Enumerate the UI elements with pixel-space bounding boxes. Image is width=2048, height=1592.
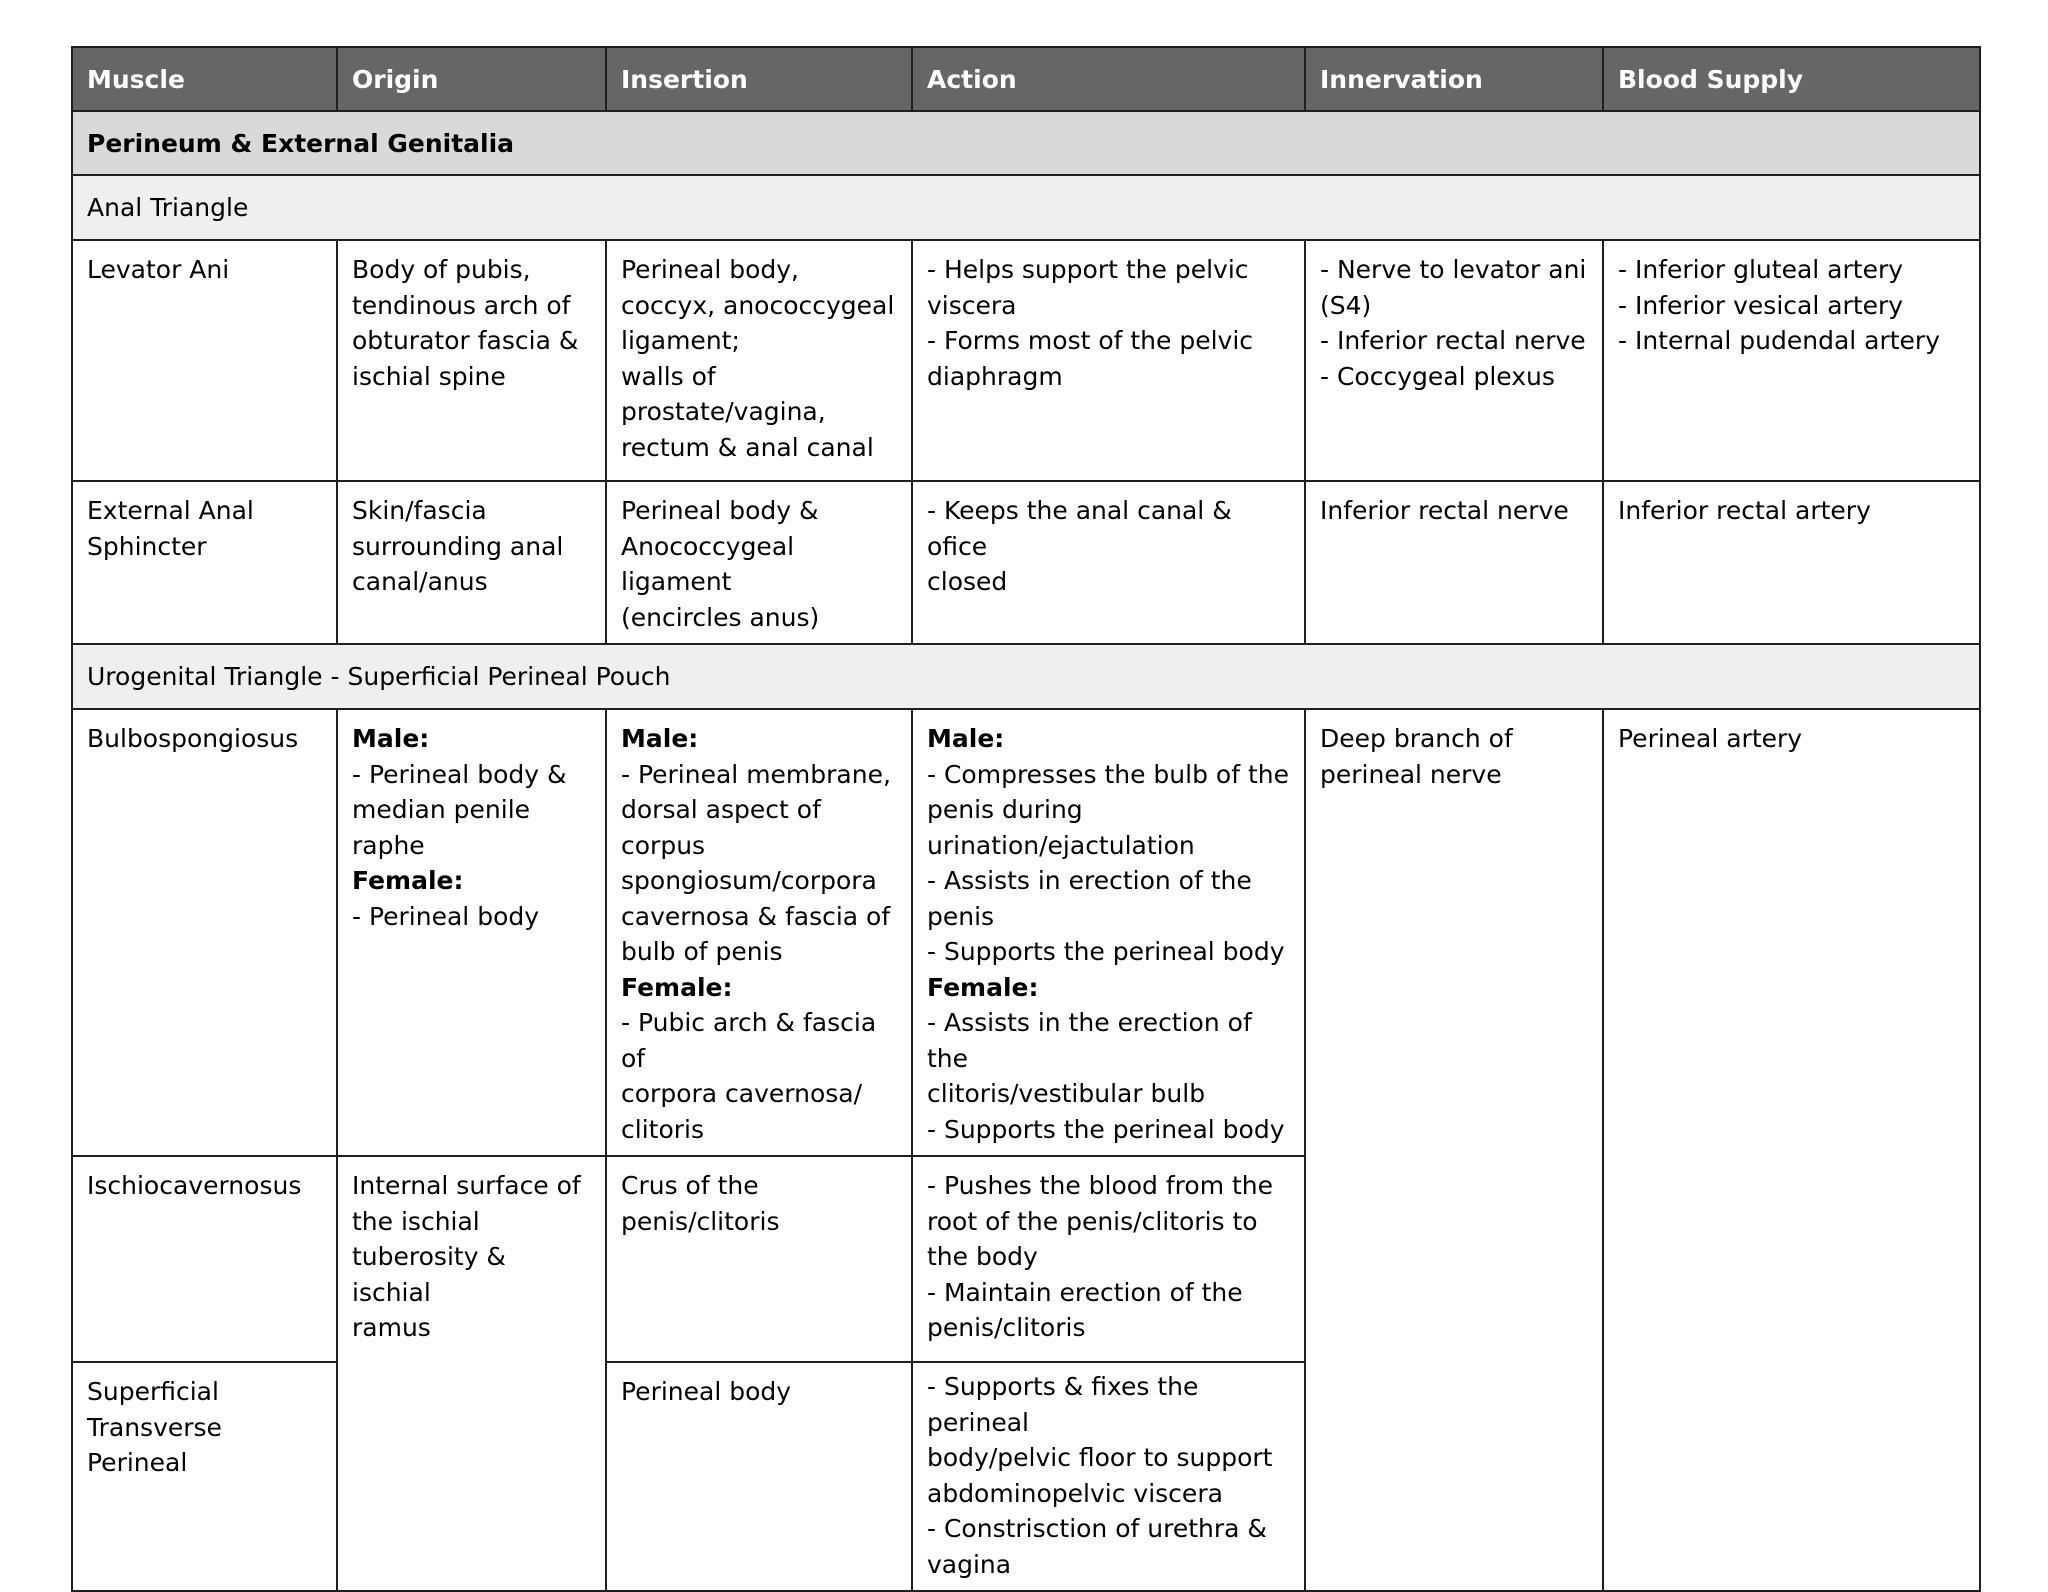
col-header-origin: Origin — [337, 47, 606, 111]
origin-line: tuberosity & ischial — [352, 1242, 506, 1307]
innervation-cell: Inferior rectal nerve — [1305, 481, 1603, 644]
origin-line: Internal surface of — [352, 1171, 581, 1200]
innervation-line: perineal nerve — [1320, 759, 1502, 789]
insertion-line: bulb of penis — [621, 937, 783, 966]
action-line: - Pushes the blood from the — [927, 1171, 1274, 1200]
origin-line: raphe — [352, 830, 425, 860]
origin-line: median penile — [352, 795, 531, 824]
action-line: - Forms most of the pelvic — [927, 326, 1254, 355]
section-row-urogenital — [72, 644, 1980, 709]
female-label: Female: — [352, 866, 464, 895]
muscle-line: Sphincter — [87, 531, 207, 561]
origin-cell — [337, 240, 606, 481]
insertion-line: rectum & anal canal — [621, 432, 874, 462]
origin-line: surrounding anal — [352, 531, 564, 561]
origin-line: canal/anus — [352, 567, 488, 596]
insertion-line: - Perineal membrane, — [621, 759, 891, 789]
origin-cell — [337, 481, 606, 644]
action-line: the body — [927, 1242, 1038, 1271]
insertion-line: Anococcygeal ligament — [621, 531, 795, 596]
section-row-anal — [72, 175, 1980, 240]
blood-supply-cell: Inferior rectal artery — [1603, 481, 1980, 644]
action-line: - Supports the perineal body — [927, 937, 1285, 966]
action-line: - Compresses the bulb of the — [927, 759, 1289, 789]
col-header-muscle: Muscle — [72, 47, 337, 111]
insertion-line: (encircles anus) — [621, 602, 820, 632]
innervation-line: Deep branch of — [1320, 724, 1513, 753]
insertion-line: walls of — [621, 361, 716, 391]
action-line: - Assists in the erection of the — [927, 1008, 1252, 1073]
group-title: Perineum & External Genitalia — [72, 111, 1980, 175]
insertion-line: Perineal body, — [621, 255, 800, 284]
action-line: - Assists in erection of the — [927, 866, 1252, 895]
table-row — [72, 240, 1980, 481]
insertion-line: - Pubic arch & fascia of — [621, 1008, 877, 1073]
action-cell — [912, 481, 1305, 644]
insertion-cell — [606, 1156, 912, 1362]
insertion-line: dorsal aspect of — [621, 795, 821, 824]
male-label: Male: — [352, 724, 430, 753]
origin-line: ischial spine — [352, 361, 506, 391]
table-row — [72, 709, 1980, 1156]
innervation-line: - Nerve to levator ani — [1320, 255, 1587, 284]
action-line: closed — [927, 567, 1008, 596]
action-line: abdominopelvic viscera — [927, 1478, 1223, 1508]
insertion-line: spongiosum/corpora — [621, 866, 877, 895]
innervation-cell — [1305, 240, 1603, 481]
action-line: - Constrisction of urethra & — [927, 1514, 1267, 1543]
action-cell — [912, 709, 1305, 1156]
action-line: viscera — [927, 290, 1017, 320]
insertion-line: clitoris — [621, 1114, 704, 1144]
muscle-cell — [72, 481, 337, 644]
muscle-cell: Bulbospongiosus — [72, 709, 337, 1156]
muscle-table — [71, 46, 1981, 1592]
action-line: clitoris/vestibular bulb — [927, 1079, 1206, 1108]
insertion-cell — [606, 481, 912, 644]
insertion-line: Crus of the — [621, 1171, 759, 1200]
muscle-cell: Ischiocavernosus — [72, 1156, 337, 1362]
action-cell — [912, 1362, 1305, 1591]
insertion-line: coccyx, anococcygeal — [621, 290, 895, 320]
innervation-line: - Inferior rectal nerve — [1320, 326, 1586, 355]
blood-supply-line: - Internal pudendal artery — [1618, 326, 1941, 355]
action-line: - Keeps the anal canal & ofice — [927, 496, 1232, 561]
header-row — [72, 47, 1980, 111]
origin-cell — [337, 1156, 606, 1591]
innervation-line: (S4) — [1320, 290, 1372, 320]
col-header-innervation: Innervation — [1305, 47, 1603, 111]
muscle-line: Perineal — [87, 1448, 188, 1477]
origin-line: - Perineal body & — [352, 759, 567, 789]
action-line: urination/ejactulation — [927, 830, 1195, 860]
col-header-insertion: Insertion — [606, 47, 912, 111]
blood-supply-line: - Inferior vesical artery — [1618, 290, 1904, 320]
insertion-cell — [606, 709, 912, 1156]
action-line: - Supports the perineal body — [927, 1114, 1285, 1144]
insertion-line: Perineal body & — [621, 496, 819, 525]
action-line: - Maintain erection of the — [927, 1277, 1243, 1307]
origin-line: ramus — [352, 1313, 431, 1342]
origin-line: obturator fascia & — [352, 326, 579, 355]
action-line: root of the penis/clitoris to — [927, 1206, 1258, 1236]
action-line: penis during — [927, 795, 1083, 824]
action-line: penis/clitoris — [927, 1313, 1086, 1342]
innervation-line: - Coccygeal plexus — [1320, 361, 1555, 391]
insertion-line: ligament; — [621, 326, 740, 355]
origin-line: - Perineal body — [352, 901, 540, 931]
blood-supply-line: - Inferior gluteal artery — [1618, 255, 1904, 284]
muscle-line: Superficial — [87, 1377, 219, 1406]
insertion-cell — [606, 240, 912, 481]
male-label: Male: — [927, 724, 1005, 753]
insertion-line: corpus — [621, 830, 706, 860]
blood-supply-cell: Perineal artery — [1603, 709, 1980, 1591]
action-line: - Helps support the pelvic — [927, 255, 1249, 284]
muscle-cell: Levator Ani — [72, 240, 337, 481]
action-cell — [912, 240, 1305, 481]
insertion-line: prostate/vagina, — [621, 397, 826, 426]
action-cell — [912, 1156, 1305, 1362]
action-line: - Supports & fixes the perineal — [927, 1372, 1199, 1437]
muscle-line: External Anal — [87, 496, 254, 525]
col-header-action: Action — [912, 47, 1305, 111]
innervation-cell — [1305, 709, 1603, 1591]
action-line: body/pelvic floor to support — [927, 1443, 1273, 1472]
muscle-cell — [72, 1362, 337, 1591]
origin-line: tendinous arch of — [352, 290, 571, 320]
male-label: Male: — [621, 724, 699, 753]
origin-line: Skin/fascia — [352, 496, 487, 525]
female-label: Female: — [927, 972, 1039, 1002]
origin-line: Body of pubis, — [352, 255, 531, 284]
section-title-anal: Anal Triangle — [72, 175, 1980, 240]
muscle-line: Transverse — [87, 1412, 222, 1442]
origin-cell — [337, 709, 606, 1156]
insertion-line: corpora cavernosa/ — [621, 1079, 863, 1108]
anatomy-table-page — [71, 46, 1979, 1592]
action-line: diaphragm — [927, 361, 1063, 391]
action-line: vagina — [927, 1549, 1012, 1579]
section-title-urogenital: Urogenital Triangle - Superficial Perineal Pouch — [72, 644, 1980, 709]
female-label: Female: — [621, 972, 733, 1002]
action-line: penis — [927, 901, 995, 931]
insertion-cell: Perineal body — [606, 1362, 912, 1591]
col-header-blood-supply: Blood Supply — [1603, 47, 1980, 111]
insertion-line: penis/clitoris — [621, 1206, 780, 1236]
insertion-line: cavernosa & fascia of — [621, 901, 891, 931]
group-row — [72, 111, 1980, 175]
origin-line: the ischial — [352, 1206, 480, 1236]
table-row — [72, 481, 1980, 644]
blood-supply-cell — [1603, 240, 1980, 481]
